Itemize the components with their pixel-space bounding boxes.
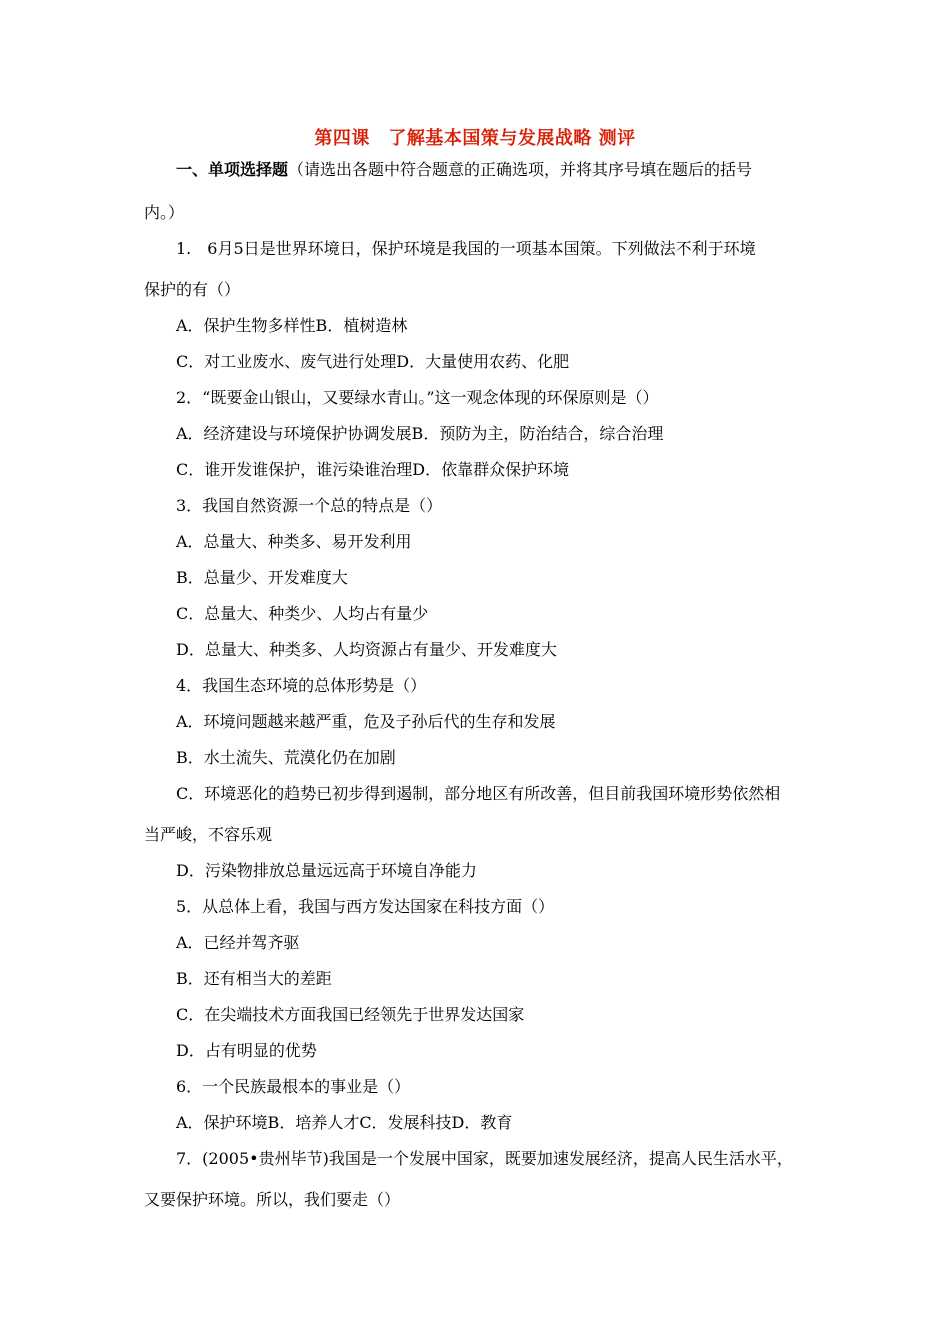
question-6-stem: 6．一个民族最根本的事业是（） xyxy=(176,1077,411,1096)
question-3-option: C．总量大、种类少、人均占有量少 xyxy=(176,604,429,623)
question-4-option: A．环境问题越来越严重，危及子孙后代的生存和发展 xyxy=(176,712,556,731)
question-5-option: B．还有相当大的差距 xyxy=(176,969,332,988)
question-3-option: D．总量大、种类多、人均资源占有量少、开发难度大 xyxy=(176,640,557,659)
question-1-stem: 1. 6月5日是世界环境日，保护环境是我国的一项基本国策。下列做法不利于环境 xyxy=(176,239,756,258)
question-2-option: A．经济建设与环境保护协调发展B．预防为主，防治结合，综合治理 xyxy=(176,424,664,443)
question-1-option: C．对工业废水、废气进行处理D．大量使用农药、化肥 xyxy=(176,352,570,371)
question-3-option: B．总量少、开发难度大 xyxy=(176,568,348,587)
question-2-option: C．谁开发谁保护，谁污染谁治理D．依靠群众保护环境 xyxy=(176,460,570,479)
question-7-stem: 7．(2005•贵州毕节)我国是一个发展中国家，既要加速发展经济，提高人民生活水平， xyxy=(176,1149,793,1168)
question-4-stem: 4．我国生态环境的总体形势是（） xyxy=(176,676,427,695)
section-instruction: （请选出各题中符合题意的正确选项，并将其序号填在题后的括号 xyxy=(288,160,753,179)
question-4-option-cont: 当严峻，不容乐观 xyxy=(144,825,273,844)
question-2-stem: 2．“既要金山银山，又要绿水青山。”这一观念体现的环保原则是（） xyxy=(176,388,659,407)
section-heading: 一、单项选择题 xyxy=(176,160,289,179)
question-5-stem: 5．从总体上看，我国与西方发达国家在科技方面（） xyxy=(176,897,555,916)
question-4-option: C．环境恶化的趋势已初步得到遏制，部分地区有所改善，但目前我国环境形势依然相 xyxy=(176,784,781,803)
page-title: 第四课 了解基本国策与发展战略 测评 xyxy=(314,128,636,149)
question-5-option: C．在尖端技术方面我国已经领先于世界发达国家 xyxy=(176,1005,525,1024)
question-5-option: D．占有明显的优势 xyxy=(176,1041,317,1060)
question-1-option: A．保护生物多样性B．植树造林 xyxy=(176,316,408,335)
section-intro xyxy=(176,159,752,181)
question-7-stem-cont: 又要保护环境。所以，我们要走（） xyxy=(144,1190,401,1209)
question-1-stem-cont: 保护的有（） xyxy=(144,280,241,299)
question-4-option: B．水土流失、荒漠化仍在加剧 xyxy=(176,748,396,767)
section-instruction-cont: 内。） xyxy=(144,203,185,222)
question-3-stem: 3．我国自然资源一个总的特点是（） xyxy=(176,496,443,515)
question-6-option: A．保护环境B．培养人才C．发展科技D．教育 xyxy=(176,1113,513,1132)
question-3-option: A．总量大、种类多、易开发利用 xyxy=(176,532,412,551)
question-5-option: A．已经并驾齐驱 xyxy=(176,933,300,952)
question-4-option: D．污染物排放总量远远高于环境自净能力 xyxy=(176,861,477,880)
